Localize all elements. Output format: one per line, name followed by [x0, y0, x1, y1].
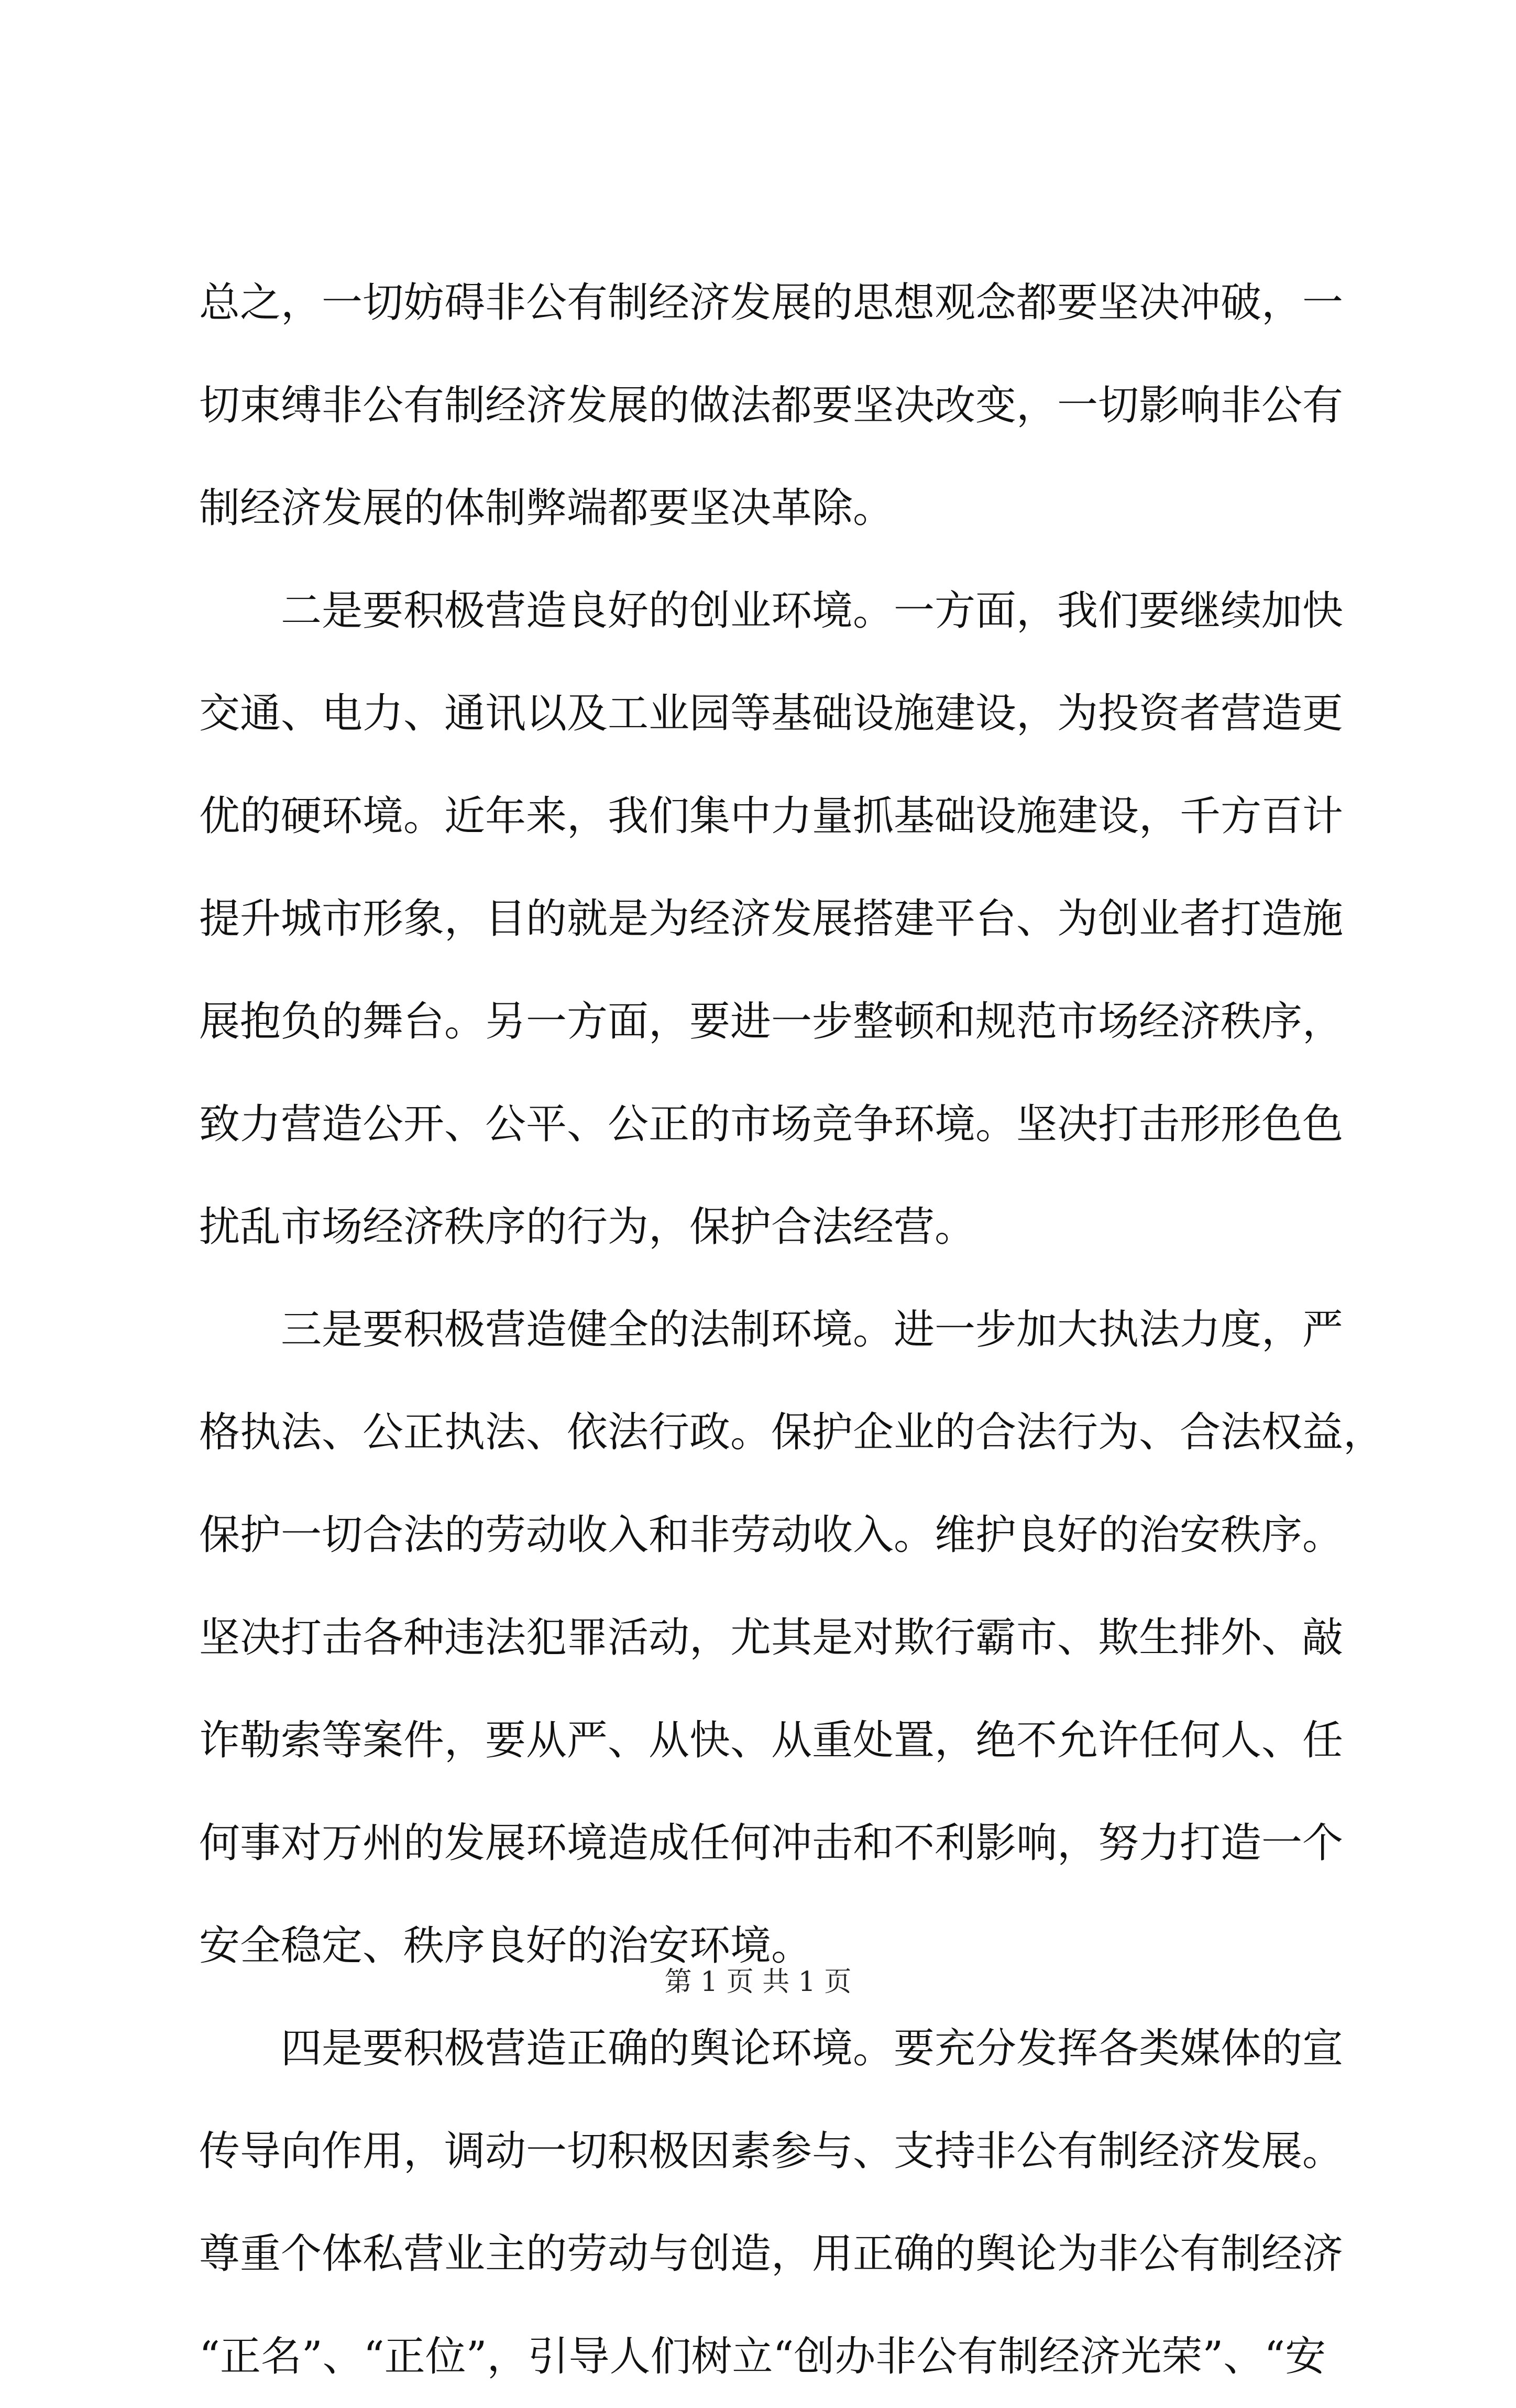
paragraph-2-line-4: 提升城市形象，目的就是为经济发展搭建平台、为创业者打造施 — [199, 895, 1344, 943]
paragraph-2-line-7: 扰乱市场经济秩序的行为，保护合法经营。 — [199, 1203, 976, 1251]
paragraph-3-line-6: 何事对万州的发展环境造成任何冲击和不利影响，努力打造一个 — [199, 1820, 1344, 1867]
document-body — [199, 251, 1385, 2408]
paragraph-1-line-3: 制经济发展的体制弊端都要坚决革除。 — [199, 485, 894, 532]
paragraph-4-line-4: “正名”、“正位”，引导人们树立“创办非公有制经济光荣”、“安 — [199, 2333, 1326, 2380]
paragraph-4-line-1: 四是要积极营造正确的舆论环境。要充分发挥各类媒体的宣 — [281, 2025, 1344, 2072]
page-number-footer: 第 1 页 共 1 页 — [664, 1966, 852, 1998]
paragraph-3-line-4: 坚决打击各种违法犯罪活动，尤其是对欺行霸市、欺生排外、敲 — [199, 1614, 1344, 1661]
paragraph-3-line-1: 三是要积极营造健全的法制环境。进一步加大执法力度，严 — [281, 1306, 1344, 1353]
paragraph-4-line-3: 尊重个体私营业主的劳动与创造，用正确的舆论为非公有制经济 — [199, 2230, 1344, 2278]
paragraph-3-line-3: 保护一切合法的劳动收入和非劳动收入。维护良好的治安秩序。 — [199, 1512, 1344, 1559]
paragraph-2-line-2: 交通、电力、通讯以及工业园等基础设施建设，为投资者营造更 — [199, 690, 1344, 737]
paragraph-2-line-3: 优的硬环境。近年来，我们集中力量抓基础设施建设，千方百计 — [199, 793, 1344, 840]
paragraph-2-line-1: 二是要积极营造良好的创业环境。一方面，我们要继续加快 — [281, 587, 1344, 634]
paragraph-4-line-2: 传导向作用，调动一切积极因素参与、支持非公有制经济发展。 — [199, 2128, 1344, 2175]
paragraph-3-line-7: 安全稳定、秩序良好的治安环境。 — [199, 1922, 812, 1969]
paragraph-3-line-5: 诈勒索等案件，要从严、从快、从重处置，绝不允许任何人、任 — [199, 1717, 1344, 1764]
paragraph-3-line-2: 格执法、公正执法、依法行政。保护企业的合法行为、合法权益， — [199, 1409, 1385, 1456]
paragraph-1-line-1: 总之，一切妨碍非公有制经济发展的思想观念都要坚决冲破，一 — [199, 279, 1344, 326]
paragraph-2-line-6: 致力营造公开、公平、公正的市场竞争环境。坚决打击形形色色 — [199, 1101, 1344, 1148]
paragraph-2-line-5: 展抱负的舞台。另一方面，要进一步整顿和规范市场经济秩序， — [199, 998, 1344, 1045]
paragraph-1-line-2: 切束缚非公有制经济发展的做法都要坚决改变，一切影响非公有 — [199, 382, 1344, 429]
